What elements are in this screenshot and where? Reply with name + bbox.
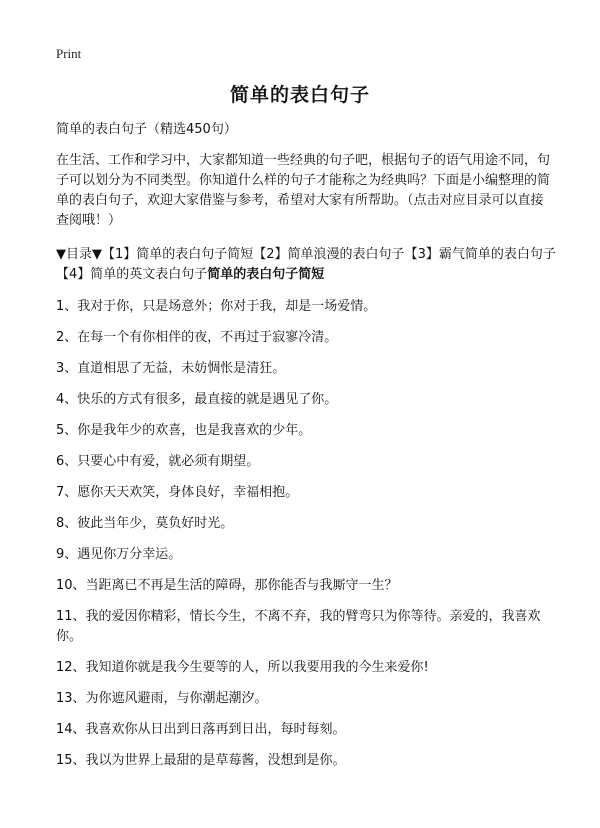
toc-link-2[interactable]: 【2】简单浪漫的表白句子 [253,247,405,262]
sentence-list [56,297,556,771]
article-subtitle: 简单的表白句子（精选450句） [56,122,237,137]
toc-prefix: ▼目录▼ [56,247,102,262]
list-item: 10、当距离已不再是生活的障碍，那你能否与我厮守一生？ [56,578,398,593]
toc-link-3[interactable]: 【3】霸气简单的表白句子 [404,247,556,262]
list-item: 4、快乐的方式有很多，最直接的就是遇见了你。 [56,392,338,407]
print-link[interactable]: Print [56,46,82,61]
list-item: 3、直道相思了无益，未妨惆怅是清狂。 [56,361,286,376]
list-item: 14、我喜欢你从日出到日落再到日出，每时每刻。 [56,722,346,737]
list-item: 2、在每一个有你相伴的夜，不再过于寂寥冷清。 [56,330,338,345]
article-body [56,120,556,782]
intro-paragraph: 在生活、工作和学习中，大家都知道一些经典的句子吧，根据句子的语气用途不同，句子可以划分为不同类型。你知道什么样的句子才能称之为经典吗？下面是小编整理的简单的表白句子，欢迎大家借鉴与参考，希望对大家有所帮助。（点击对应目录可以直接查阅哦！） [56,153,551,228]
list-item: 13、为你遮风避雨，与你潮起潮汐。 [56,691,268,706]
list-item: 12、我知道你就是我今生要等的人，所以我要用我的今生来爱你! [56,660,429,675]
list-item: 1、我对于你，只是场意外；你对于我，却是一场爱情。 [56,299,377,314]
list-item: 15、我以为世界上最甜的是草莓酱，没想到是你。 [56,753,346,768]
list-item: 11、我的爱因你精彩，情长今生，不离不弃，我的臂弯只为你等待。亲爱的，我喜欢你。 [56,609,541,644]
list-item: 7、愿你天天欢笑，身体良好，幸福相抱。 [56,485,299,500]
table-of-contents [56,245,556,285]
list-item: 9、遇见你万分幸运。 [56,547,182,562]
list-item: 8、彼此当年少，莫负好时光。 [56,516,234,531]
toc-link-1[interactable]: 【1】简单的表白句子简短 [102,247,254,262]
toc-current-section: 简单的表白句子简短 [207,267,325,282]
toc-link-4[interactable]: 【4】简单的英文表白句子 [56,267,208,282]
list-item: 5、你是我年少的欢喜，也是我喜欢的少年。 [56,423,312,438]
list-item: 6、只要心中有爱，就必须有期望。 [56,454,260,469]
page-title: 简单的表白句子 [229,84,370,106]
